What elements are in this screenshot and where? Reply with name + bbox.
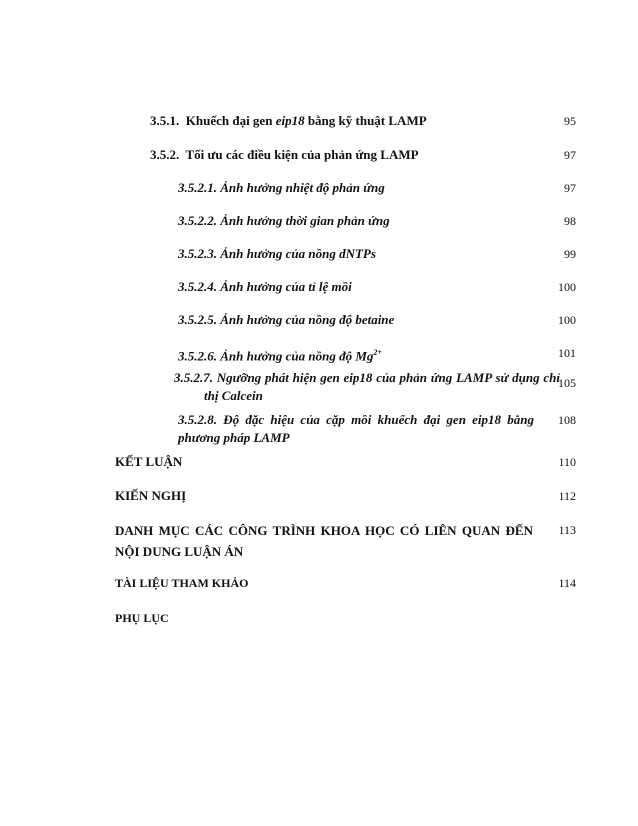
- toc-page-number: 108: [558, 413, 576, 427]
- toc-entry-3-5-2-8: 3.5.2.8. Độ đặc hiệu của cặp mồi khuếch đại gen eip18 bằng phương pháp LAMP: [178, 412, 534, 445]
- toc-entry-3-5-2-2: 3.5.2.2. Ảnh hưởng thời gian phản ứng: [178, 213, 390, 228]
- toc-entry-3-5-2-4: 3.5.2.4. Ảnh hưởng của tỉ lệ mồi: [178, 279, 352, 294]
- toc-entry-3-5-1: [150, 112, 427, 130]
- toc-page-number: 98: [564, 214, 576, 228]
- toc-entry-text-end: bằng kỹ thuật LAMP: [304, 113, 427, 128]
- toc-page-number: 99: [564, 247, 576, 261]
- toc-entry-recommendations: KIẾN NGHỊ: [115, 488, 187, 503]
- toc-page-number: 97: [564, 181, 576, 195]
- toc-page-number: 97: [564, 148, 576, 162]
- toc-entry-3-5-2-5: 3.5.2.5. Ảnh hưởng của nồng độ betaine: [178, 312, 395, 327]
- toc-entry-3-5-2-3: 3.5.2.3. Ảnh hưởng của nồng dNTPs: [178, 246, 376, 261]
- toc-page-number: 100: [558, 280, 576, 294]
- toc-page-number: 105: [558, 376, 576, 390]
- toc-entry-publications-list: DANH MỤC CÁC CÔNG TRÌNH KHOA HỌC CÓ LIÊN QUAN ĐẾN NỘI DUNG LUẬN ÁN: [115, 523, 533, 559]
- toc-entry-references: TÀI LIỆU THAM KHẢO: [115, 576, 249, 590]
- toc-page-number: 100: [558, 313, 576, 327]
- toc-entry-gene-name: eip18: [275, 113, 305, 128]
- toc-entry-3-5-2: [150, 146, 419, 164]
- toc-page-number: 113: [558, 523, 576, 537]
- toc-entry-prefix: 3.5.2.: [150, 147, 180, 162]
- toc-page-number: 110: [558, 455, 576, 469]
- toc-entry-3-5-2-1: 3.5.2.1. Ảnh hưởng nhiệt độ phản ứng: [178, 180, 385, 195]
- toc-entry-3-5-2-7: 3.5.2.7. Ngưỡng phát hiện gen eip18 của phản ứng LAMP sử dụng chỉ thị Calcein: [174, 370, 560, 403]
- toc-entry-text: 3.5.2.6. Ảnh hưởng của nồng độ Mg: [178, 348, 374, 364]
- toc-page-number: 112: [558, 489, 576, 503]
- toc-entry-prefix: 3.5.1.: [150, 113, 180, 128]
- toc-entry-3-5-2-6: [178, 344, 382, 365]
- toc-page-number: 114: [558, 576, 576, 590]
- toc-entry-conclusion: KẾT LUẬN: [115, 454, 183, 469]
- toc-entry-text: Tối ưu các điều kiện của phản ứng LAMP: [185, 147, 419, 162]
- toc-page-number: 101: [558, 346, 576, 360]
- superscript-charge: 2+: [373, 348, 382, 357]
- toc-entry-text: Khuếch đại gen: [185, 113, 276, 128]
- toc-entry-appendix: PHỤ LỤC: [115, 611, 169, 625]
- toc-page-number: 95: [564, 114, 576, 128]
